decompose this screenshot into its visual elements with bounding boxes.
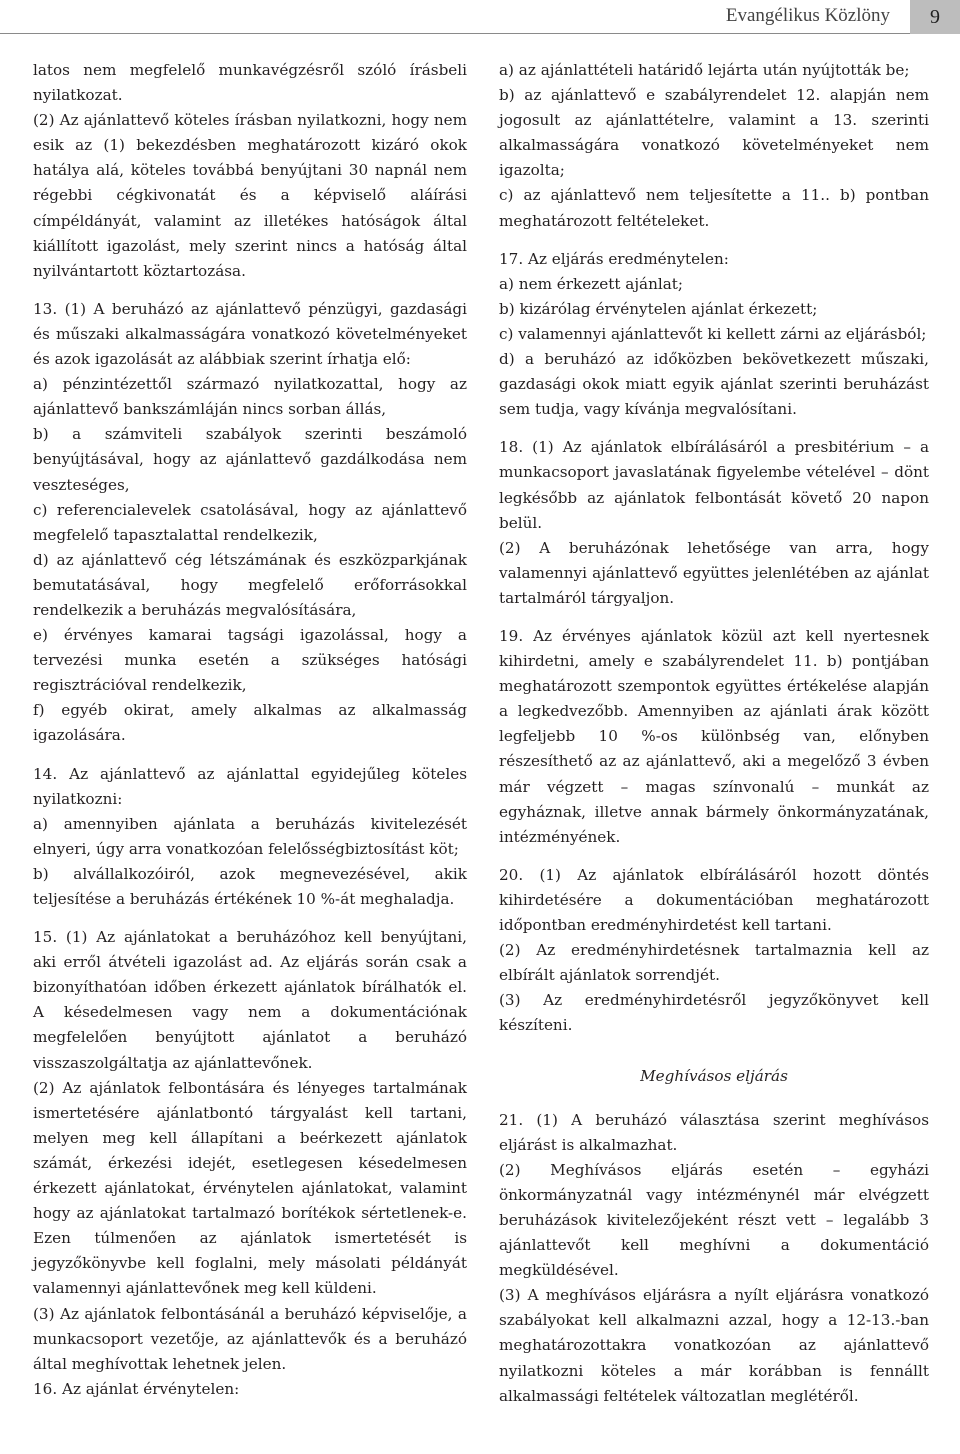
list-item: b) a számviteli szabályok szerinti beszámoló benyújtásával, hogy az ajánlattevő gazdálkodása nem veszteséges, [33, 425, 467, 494]
paragraph: (2) Az eredményhirdetésnek tartalmaznia kell az elbírált ajánlatok sorrendjét. [499, 941, 929, 985]
left-column [33, 58, 467, 1402]
section-16: 16. Az ajánlat érvénytelen: [33, 1379, 240, 1398]
paragraph: (3) Az ajánlatok felbontásánál a beruházó képviselője, a munkacsoport vezetője, az ajánlattevők és a beruházó által meghívottak lehetnek jelen. [33, 1304, 467, 1373]
section-21: 21. (1) A beruházó választása szerint meghívásos eljárást is alkalmazhat. [499, 1110, 929, 1154]
list-item: a) pénzintézettől származó nyilatkozattal, hogy az ajánlattevő bankszámláján nincs sorban állás, [33, 375, 467, 419]
list-item: c) az ajánlattevő nem teljesítette a 11.. b) pontban meghatározott feltételeket. [499, 186, 929, 230]
section-18: 18. (1) Az ajánlatok elbírálásáról a presbitérium – a munkacsoport javaslatának figyelembe vételével – dönt legkésőbb az ajánlatok felbontását követő 20 napon belül. [499, 438, 929, 532]
section-14: 14. Az ajánlattevő az ajánlattal egyidejűleg köteles nyilatkozni: [33, 764, 467, 808]
paragraph: (2) Az ajánlattevő köteles írásban nyilatkozni, hogy nem esik az (1) bekezdésben meghatározott kizáró okok hatálya alá, köteles továbbá benyújtani 30 napnál nem régebbi cégkivonatát és a képviselő aláírási címpéldányát, valamint az illetékes hatóságok által kiállított igazolást, mely szerint nincs a hatóság által nyilvántartott köztartozása. [33, 111, 467, 280]
section-13: 13. (1) A beruházó az ajánlattevő pénzügyi, gazdasági és műszaki alkalmasságára vonatkozó követelményeket és azok igazolását az alábbiak szerint írhatja elő: [33, 299, 467, 369]
page-header [0, 0, 960, 34]
list-item: e) érvényes kamarai tagsági igazolással, hogy a tervezési munka esetén a szükséges hatósági regisztrációval rendelkezik, [33, 626, 467, 695]
list-item: f) egyéb okirat, amely alkalmas az alkalmasság igazolására. [33, 701, 467, 745]
list-item: d) az ajánlattevő cég létszámának és eszközparkjának bemutatásával, hogy megfelelő erőforrásokkal rendelkezik a beruházás megvalósítására, [33, 550, 467, 619]
section-15: 15. (1) Az ajánlatokat a beruházóhoz kell benyújtani, aki erről átvételi igazolást ad. Az eljárás során csak a bizonyíthatóan időben érkezett ajánlatok bírálhatók el. A késedelmesen vagy nem a dokumentációnak megfelelően benyújtott ajánlatot a beruházó visszaszolgáltatja az ajánlattevőnek. [33, 928, 467, 1072]
page-number: 9 [910, 0, 960, 34]
list-item: d) a beruházó az időközben bekövetkezett műszaki, gazdasági okok miatt egyik ajánlat szerinti beruházást sem tudja, vagy kívánja megvalósítani. [499, 350, 929, 419]
journal-title: Evangélikus Közlöny [725, 5, 890, 26]
list-item: b) kizárólag érvénytelen ajánlat érkezett; [499, 299, 818, 318]
paragraph: (2) Meghívásos eljárás esetén – egyházi önkormányzatnál vagy intézménynél már elvégzett beruházások kivitelezőjeként részt vett – legalább 3 ajánlattevőt kell meghívni a dokumentáció megküldésével. [499, 1160, 929, 1280]
paragraph: (3) Az eredményhirdetésről jegyzőkönyvet kell készíteni. [499, 991, 929, 1035]
section-19: 19. Az érvényes ajánlatok közül azt kell nyertesnek kihirdetni, amely e szabályrendelet 11. b) pontjában meghatározott szempontok együttes értékelése alapján a legkedvezőbb. Amennyiben az ajánlati árak között legfeljebb 10 %-os különbség van, előnyben részesíthető az az ajánlattevő, aki a megelőző 3 évben már végzett – magas színvonalú – munkát az egyháznak, illetve annak bármely önkormányzatának, intézményének. [499, 626, 929, 846]
paragraph: (2) Az ajánlatok felbontására és lényeges tartalmának ismertetésére ajánlatbontó tárgyalást kell tartani, melyen meg kell állapítani a beérkezett ajánlatok számát, érkezési idejét, esetlegesen késedelmesen érkezett ajánlatokat, érvénytelen ajánlatokat, valamint hogy az ajánlatokat tartalmazó borítékok sértetlenek-e. Ezen túlmenően az ajánlatok ismertetését is jegyzőkönyvbe kell foglalni, mely másolati példányát valamennyi ajánlattevőnek meg kell küldeni. [33, 1078, 467, 1298]
list-item: a) amennyiben ajánlata a beruházás kivitelezését elnyeri, úgy arra vonatkozóan felelősségbiztosítást köt; [33, 814, 467, 858]
list-item: c) referencialevelek csatolásával, hogy az ajánlattevő megfelelő tapasztalattal rendelkezik, [33, 500, 467, 544]
list-item: b) alvállalkozóiról, azok megnevezésével, akik teljesítése a beruházás értékének 10 %-át meghaladja. [33, 864, 467, 908]
section-20: 20. (1) Az ajánlatok elbírálásáról hozott döntés kihirdetésére a dokumentációban meghatározott időpontban eredményhirdetést kell tartani. [499, 865, 929, 934]
right-column [499, 58, 929, 1409]
paragraph: latos nem megfelelő munkavégzésről szóló írásbeli nyilatkozat. [33, 61, 467, 105]
list-item: b) az ajánlattevő e szabályrendelet 12. alapján nem jogosult az ajánlattételre, valamint a 13. szerinti alkalmasságára vonatkozó követelményeket nem igazolta; [499, 86, 929, 180]
list-item: a) nem érkezett ajánlat; [499, 274, 684, 293]
paragraph: (2) A beruházónak lehetősége van arra, hogy valamennyi ajánlattevő együttes jelenlétében az ajánlat tartalmáról tárgyaljon. [499, 538, 929, 607]
list-item: c) valamennyi ajánlattevőt ki kellett zárni az eljárásból; [499, 324, 927, 343]
paragraph: (3) A meghívásos eljárásra a nyílt eljárásra vonatkozó szabályokat kell alkalmazni azzal, hogy a 12-13.-ban meghatározottakra vonatkozóan az ajánlattevő nyilatkozni köteles a már korábban is fennállt alkalmassági feltételek változatlan meglétéről. [499, 1286, 929, 1405]
section-17: 17. Az eljárás eredménytelen: [499, 249, 729, 268]
list-item: a) az ajánlattételi határidő lejárta után nyújtották be; [499, 61, 910, 79]
section-subtitle: Meghívásos eljárás [640, 1067, 788, 1086]
